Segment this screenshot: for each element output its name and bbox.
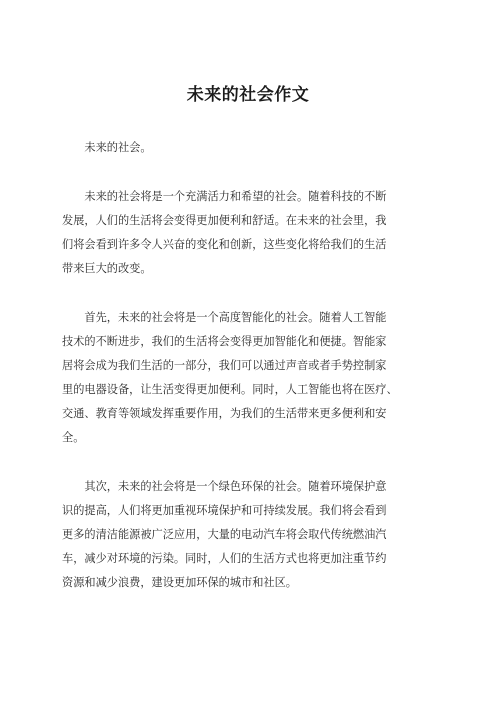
text-line: 交通、教育等领域发挥重要作用，为我们的生活带来更多便利和安 [62, 407, 387, 420]
document-body [62, 136, 438, 595]
text-line: 车，减少对环境的污染。同时，人们的生活方式也将更加注重节约 [62, 552, 387, 565]
paragraph-overview [62, 185, 438, 281]
text-line: 发展，人们的生活将会变得更加便利和舒适。在未来的社会里，我 [62, 214, 387, 227]
document-title: 未来的社会作文 [186, 85, 310, 105]
text-line: 居将会成为我们生活的一部分，我们可以通过声音或者手势控制家 [62, 359, 387, 372]
text-line: 其次，未来的社会将是一个绿色环保的社会。随着环境保护意 [62, 480, 387, 493]
text-line: 技术的不断进步，我们的生活将会变得更加智能化和便捷。智能家 [62, 335, 387, 348]
paragraph-gap [62, 450, 438, 475]
text-line: 里的电器设备，让生活变得更加便利。同时，人工智能也将在医疗、 [62, 383, 398, 396]
text-line: 首先，未来的社会将是一个高度智能化的社会。随着人工智能 [62, 311, 387, 324]
text-line: 资源和减少浪费，建设更加环保的城市和社区。 [62, 576, 297, 589]
paragraph-intro [62, 136, 438, 160]
text-line: 识的提高，人们将更加重视环境保护和可持续发展。我们将会看到 [62, 504, 387, 517]
paragraph-gap [62, 281, 438, 306]
text-line: 们将会看到许多令人兴奋的变化和创新，这些变化将给我们的生活 [62, 238, 387, 251]
text-line: 未来的社会。 [62, 141, 152, 154]
paragraph-gap [62, 160, 438, 185]
paragraph-intelligence [62, 306, 438, 450]
text-line: 带来巨大的改变。 [62, 262, 152, 275]
text-line: 更多的清洁能源被广泛应用，大量的电动汽车将会取代传统燃油汽 [62, 528, 387, 541]
text-line: 未来的社会将是一个充满活力和希望的社会。随着科技的不断 [62, 190, 387, 203]
paragraph-environment [62, 475, 438, 595]
text-line: 全。 [62, 431, 85, 444]
